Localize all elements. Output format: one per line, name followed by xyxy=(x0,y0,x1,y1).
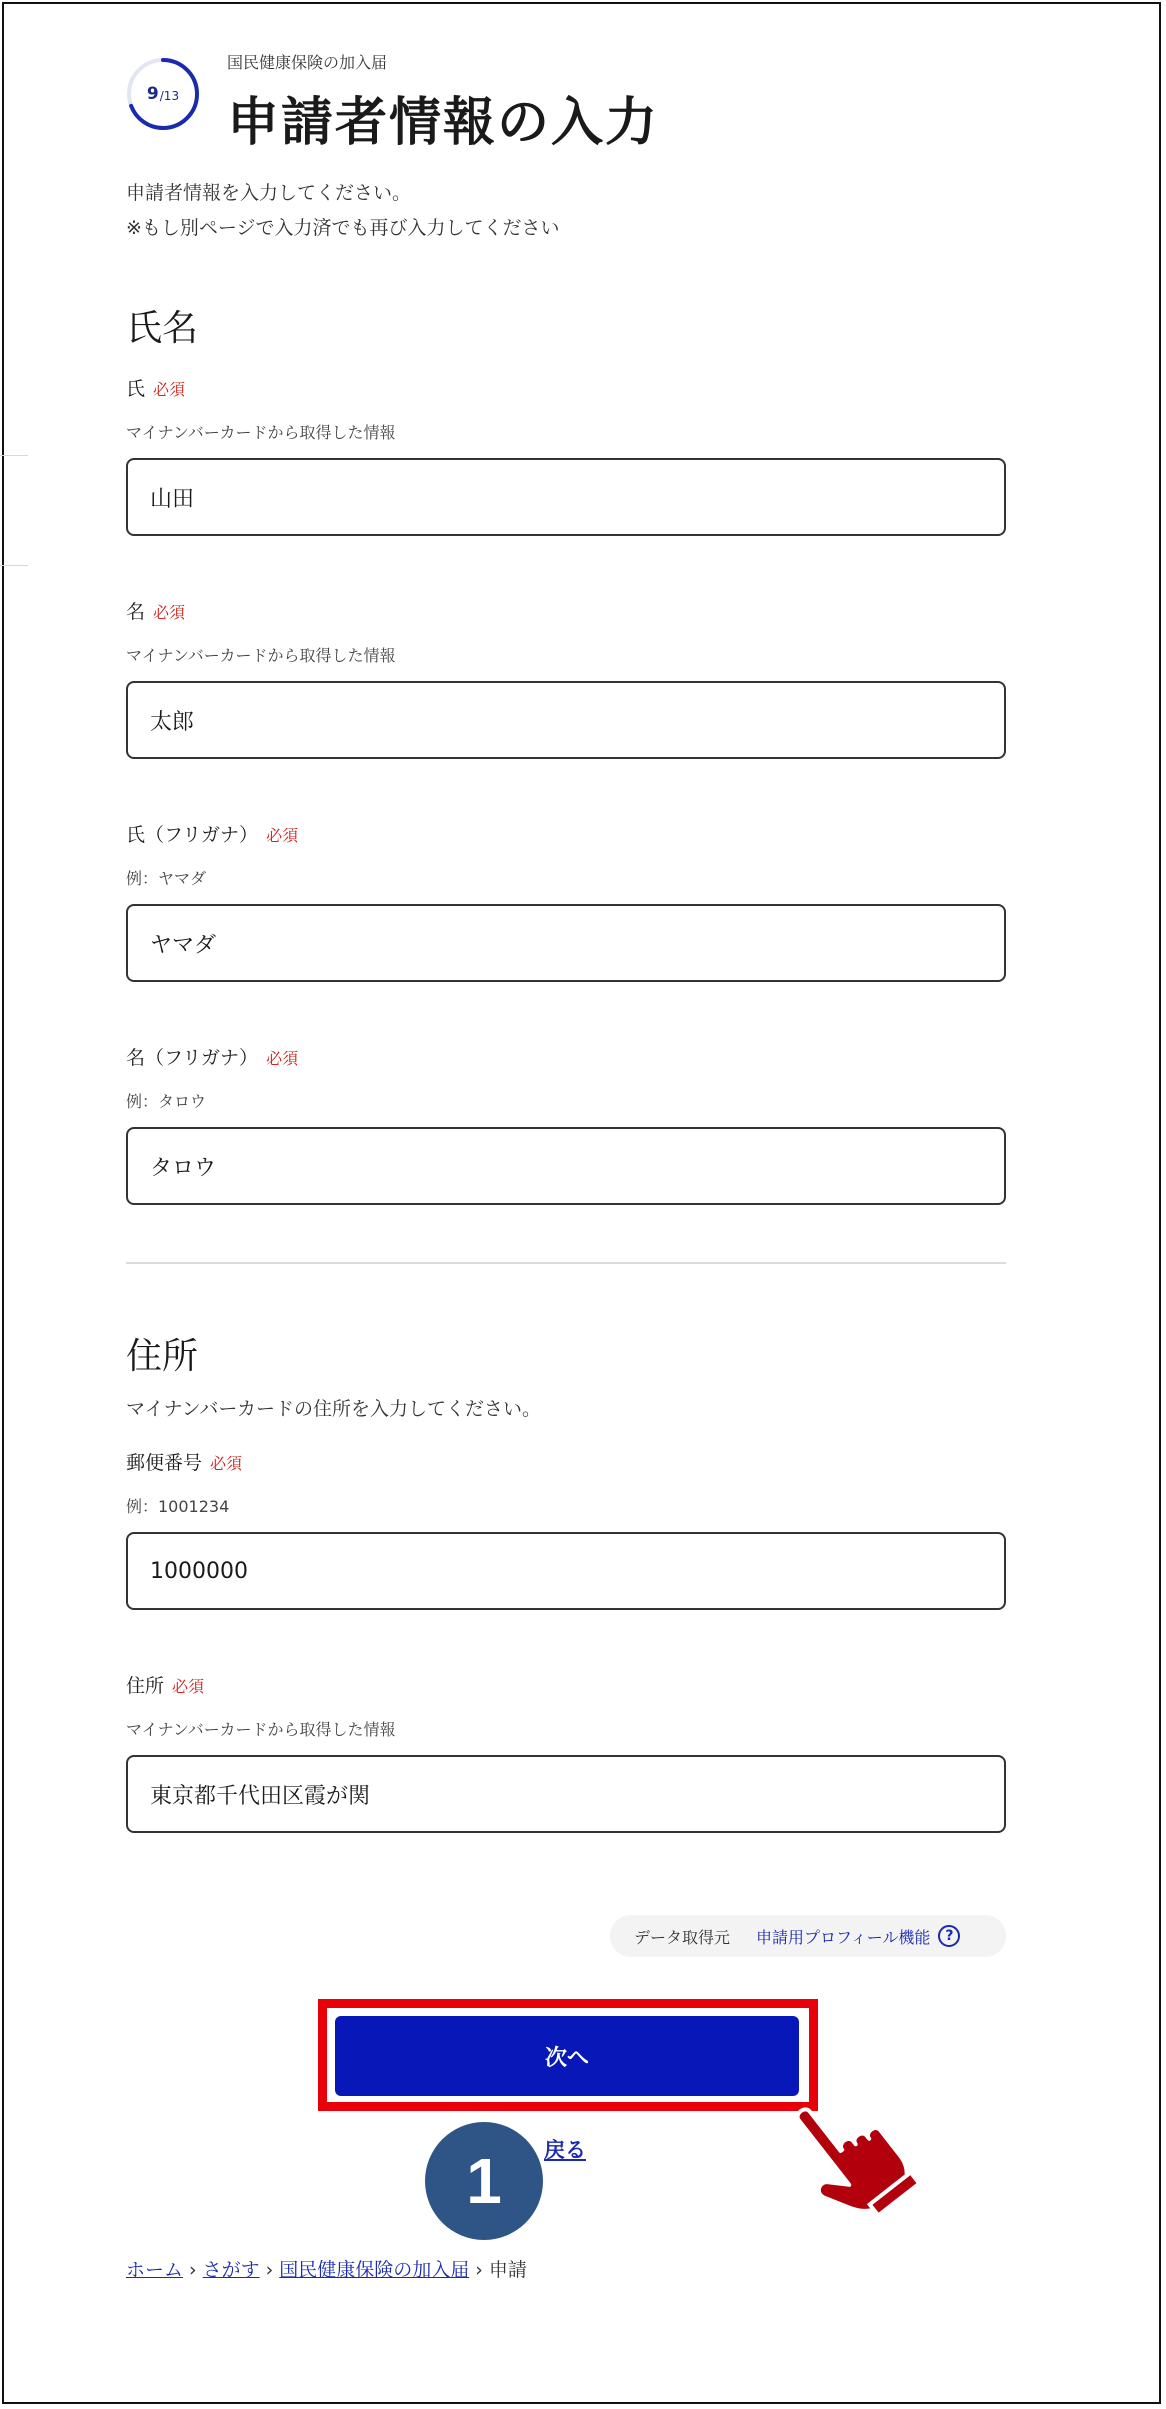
form-subtitle: 国民健康保険の加入届 xyxy=(227,53,388,72)
progress-current: 9 xyxy=(146,84,159,104)
edge-mark xyxy=(0,455,28,456)
required-badge: 必須 xyxy=(153,603,186,622)
breadcrumb-form[interactable]: 国民健康保険の加入届 xyxy=(279,2259,470,2281)
last-name-input[interactable] xyxy=(126,458,1006,536)
help-icon[interactable]: ? xyxy=(938,1925,960,1947)
first-name-input[interactable] xyxy=(126,681,1006,759)
next-button[interactable]: 次へ xyxy=(335,2016,799,2096)
first-name-kana-input[interactable] xyxy=(126,1127,1006,1205)
breadcrumb-separator-icon: › xyxy=(189,2259,197,2281)
label-text: 氏 xyxy=(126,378,146,400)
required-badge: 必須 xyxy=(210,1454,243,1473)
breadcrumb-search[interactable]: さがす xyxy=(202,2259,260,2281)
address-intro: マイナンバーカードの住所を入力してください。 xyxy=(126,1398,541,1420)
breadcrumb-separator-icon: › xyxy=(265,2259,274,2281)
breadcrumb-current: 申請 xyxy=(488,2259,527,2281)
data-source-label: データ取得元 xyxy=(634,1927,731,1947)
profile-feature-link[interactable]: 申請用プロフィール機能 xyxy=(756,1927,931,1947)
intro-text xyxy=(126,176,560,246)
data-source-badge xyxy=(610,1915,1006,1957)
intro-line: ※もし別ページで入力済でも再び入力してください xyxy=(126,217,560,239)
field-hint: 例：タロウ xyxy=(126,1092,207,1111)
field-label-first-name-kana xyxy=(126,1043,298,1070)
field-hint: マイナンバーカードから取得した情報 xyxy=(126,423,396,442)
field-label-first-name xyxy=(126,597,185,624)
field-hint: 例：ヤマダ xyxy=(126,869,207,888)
edge-mark xyxy=(0,565,28,566)
required-badge: 必須 xyxy=(153,380,186,399)
step-number-badge: 1 xyxy=(425,2122,543,2240)
page-title: 申請者情報の入力 xyxy=(227,93,660,153)
intro-line: 申請者情報を入力してください。 xyxy=(126,182,412,204)
section-title-address: 住所 xyxy=(126,1336,199,1377)
progress-total: /13 xyxy=(159,89,180,103)
label-text: 郵便番号 xyxy=(126,1452,203,1474)
section-divider xyxy=(126,1262,1006,1264)
progress-count xyxy=(125,56,201,132)
field-label-last-name xyxy=(126,374,185,401)
label-text: 名（フリガナ） xyxy=(126,1047,259,1069)
pointing-hand-icon xyxy=(780,2075,920,2225)
field-hint: マイナンバーカードから取得した情報 xyxy=(126,646,396,665)
field-label-postal-code xyxy=(126,1448,242,1475)
required-badge: 必須 xyxy=(172,1677,205,1696)
field-label-address xyxy=(126,1671,204,1698)
required-badge: 必須 xyxy=(266,826,299,845)
label-text: 氏（フリガナ） xyxy=(126,824,259,846)
section-title-name: 氏名 xyxy=(126,308,199,349)
label-text: 名 xyxy=(126,601,146,623)
field-hint: マイナンバーカードから取得した情報 xyxy=(126,1720,396,1739)
postal-code-input[interactable] xyxy=(126,1532,1006,1610)
field-label-last-name-kana xyxy=(126,820,298,847)
breadcrumb-home[interactable]: ホーム xyxy=(126,2259,184,2281)
address-input[interactable] xyxy=(126,1755,1006,1833)
breadcrumb xyxy=(126,2255,527,2282)
back-link[interactable]: 戻る xyxy=(544,2138,586,2162)
breadcrumb-separator-icon: › xyxy=(475,2259,483,2281)
label-text: 住所 xyxy=(126,1675,165,1697)
field-hint: 例：1001234 xyxy=(126,1497,230,1516)
last-name-kana-input[interactable] xyxy=(126,904,1006,982)
required-badge: 必須 xyxy=(266,1049,299,1068)
